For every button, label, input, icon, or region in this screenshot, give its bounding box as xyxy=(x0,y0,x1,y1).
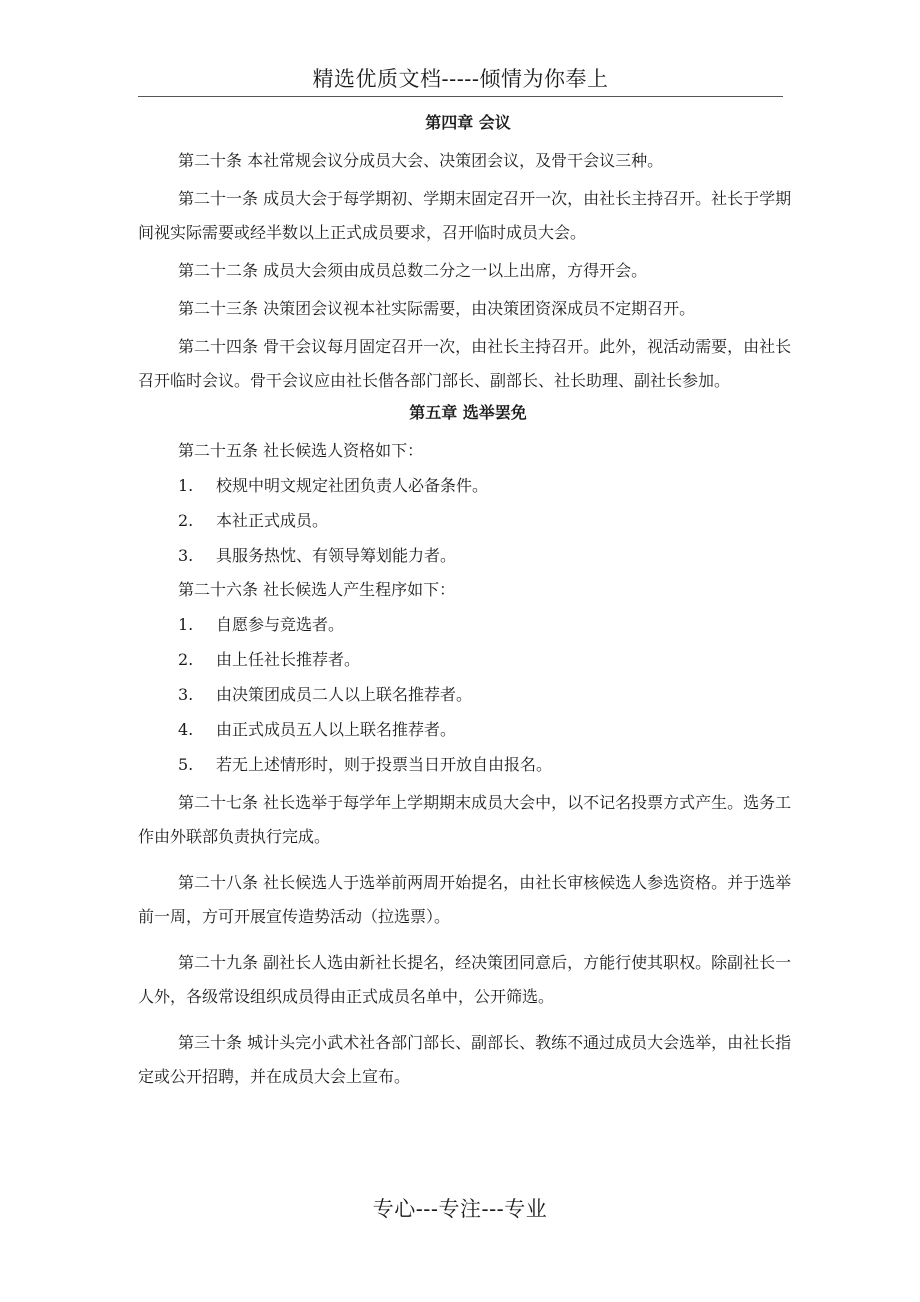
article-29: 第二十九条 副社长人选由新社长提名，经决策团同意后，方能行使其职权。除副社长一人外，各级常设组织成员得由正式成员名单中，公开筛选。 xyxy=(138,953,792,1006)
page-footer: 专心---专注---专业 xyxy=(372,1197,548,1221)
list-item: 3. 具服务热忱、有领导筹划能力者。 xyxy=(178,546,457,565)
chapter-5-title: 第五章 选举罢免 xyxy=(409,403,527,422)
list-item: 1. 校规中明文规定社团负责人必备条件。 xyxy=(178,476,489,495)
list-item: 3. 由决策团成员二人以上联名推荐者。 xyxy=(178,685,473,704)
list-item: 2. 本社正式成员。 xyxy=(178,511,329,530)
article-24: 第二十四条 骨干会议每月固定召开一次，由社长主持召开。此外，视活动需要，由社长召开临时会议。骨干会议应由社长偕各部门部长、副部长、社长助理、副社长参加。 xyxy=(138,337,792,390)
article-22: 第二十二条 成员大会须由成员总数二分之一以上出席，方得开会。 xyxy=(178,261,648,280)
list-item: 2. 由上任社长推荐者。 xyxy=(178,650,361,669)
header-divider xyxy=(138,96,783,97)
document-body xyxy=(138,108,798,1094)
article-25: 第二十五条 社长候选人资格如下： xyxy=(178,441,424,460)
article-27: 第二十七条 社长选举于每学年上学期期末成员大会中，以不记名投票方式产生。选务工作由外联部负责执行完成。 xyxy=(138,793,792,846)
article-23: 第二十三条 决策团会议视本社实际需要，由决策团资深成员不定期召开。 xyxy=(178,299,696,318)
list-item: 1. 自愿参与竞选者。 xyxy=(178,615,345,634)
article-20: 第二十条 本社常规会议分成员大会、决策团会议，及骨干会议三种。 xyxy=(178,151,664,170)
article-28: 第二十八条 社长候选人于选举前两周开始提名，由社长审核候选人参选资格。并于选举前一周，方可开展宣传造势活动（拉选票）。 xyxy=(138,873,792,926)
chapter-4-title: 第四章 会议 xyxy=(425,113,511,132)
list-item: 4. 由正式成员五人以上联名推荐者。 xyxy=(178,720,457,739)
list-item: 5. 若无上述情形时，则于投票当日开放自由报名。 xyxy=(178,755,553,774)
article-30: 第三十条 城计头完小武术社各部门部长、副部长、教练不通过成员大会选举，由社长指定或公开招聘，并在成员大会上宣布。 xyxy=(138,1033,792,1086)
article-26: 第二十六条 社长候选人产生程序如下： xyxy=(178,580,456,599)
article-21: 第二十一条 成员大会于每学期初、学期末固定召开一次，由社长主持召开。社长于学期间视实际需要或经半数以上正式成员要求，召开临时成员大会。 xyxy=(138,189,792,242)
page-header: 精选优质文档-----倾情为你奉上 xyxy=(312,67,609,91)
